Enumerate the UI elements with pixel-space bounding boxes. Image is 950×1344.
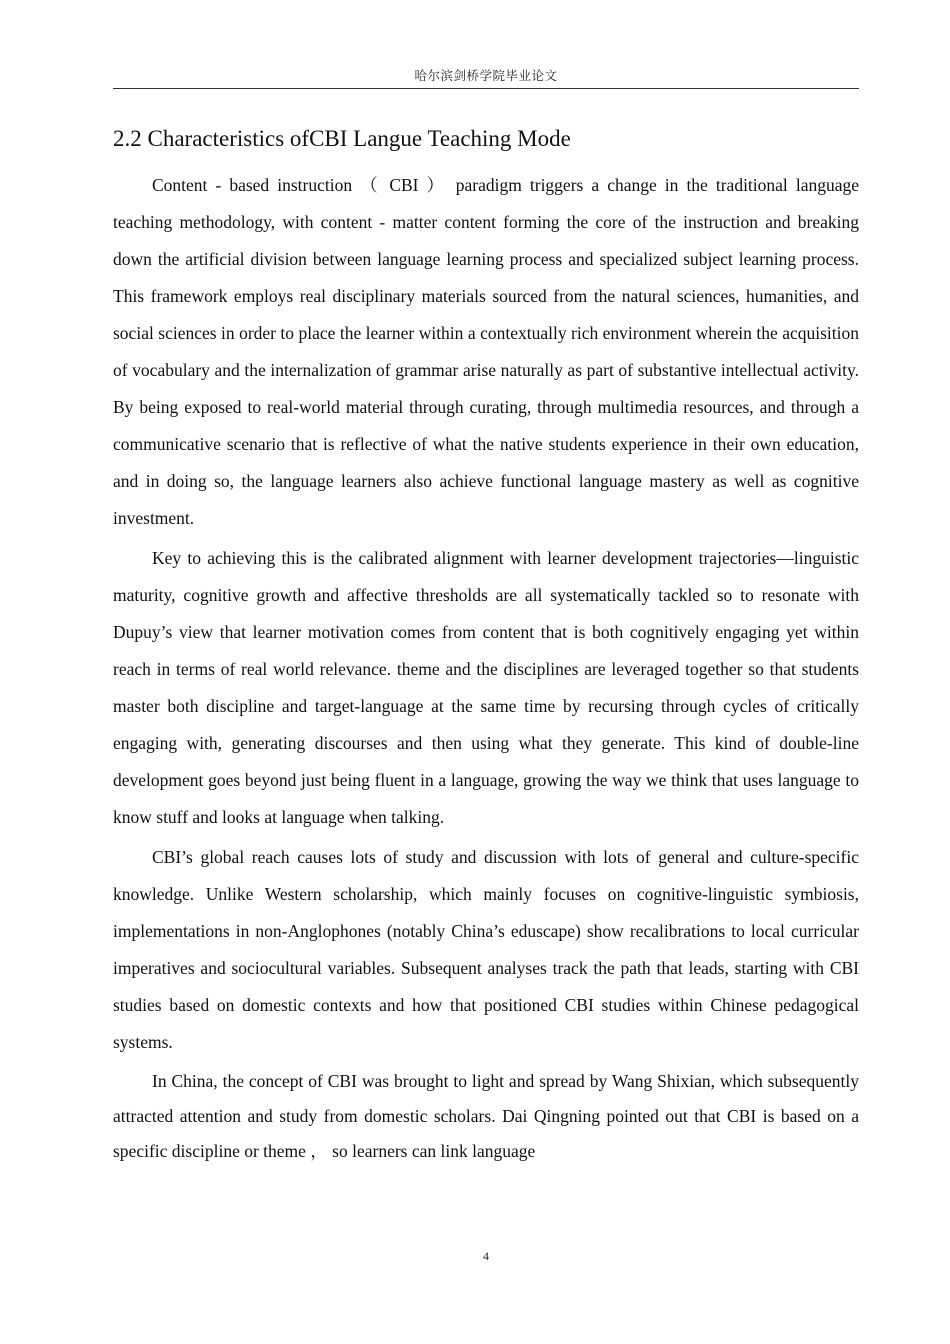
- header-divider: [113, 88, 859, 89]
- running-header: 哈尔滨剑桥学院毕业论文: [414, 68, 558, 83]
- paragraph-4: In China, the concept of CBI was brought to light and spread by Wang Shixian, which subsequently attracted attention and study from domestic scholars. Dai Qingning pointed out that CBI is based on a specific discipline or theme ， so learners can link language: [113, 1071, 859, 1161]
- section-heading: 2.2 Characteristics ofCBI Langue Teaching Mode: [113, 126, 571, 151]
- page-number: 4: [483, 1249, 489, 1263]
- paragraph-3: CBI’s global reach causes lots of study and discussion with lots of general and culture-specific knowledge. Unlike Western scholarship, which mainly focuses on cognitive-linguistic symbiosis, implementations in non-Anglophones (notably China’s eduscape) show recalibrations to local curricular imperatives and sociocultural variables. Subsequent analyses track the path that leads, starting with CBI studies based on domestic contexts and how that positioned CBI studies within Chinese pedagogical systems.: [113, 847, 859, 1052]
- body-text: [113, 167, 859, 1169]
- paragraph-1: Content - based instruction （ CBI ） paradigm triggers a change in the traditional language teaching methodology, with content - matter content forming the core of the instruction and breaking down the artificial division between language learning process and specialized subject learning process. This framework employs real disciplinary materials sourced from the natural sciences, humanities, and social sciences in order to place the learner within a contextually rich environment wherein the acquisition of vocabulary and the internalization of grammar arise naturally as part of substantive intellectual activity. By being exposed to real-world material through curating, through multimedia resources, and through a communicative scenario that is reflective of what the native students experience in their own education, and in doing so, the language learners also achieve functional language mastery as well as cognitive investment.: [113, 175, 859, 528]
- paragraph-2: Key to achieving this is the calibrated alignment with learner development trajectories—linguistic maturity, cognitive growth and affective thresholds are all systematically tackled so to resonate with Dupuy’s view that learner motivation comes from content that is both cognitively engaging yet within reach in terms of real world relevance. theme and the disciplines are leveraged together so that students master both discipline and target-language at the same time by recursing through cycles of critically engaging with, generating discourses and then using what they generate. This kind of double-line development goes beyond just being fluent in a language, growing the way we think that uses language to know stuff and looks at language when talking.: [113, 548, 859, 827]
